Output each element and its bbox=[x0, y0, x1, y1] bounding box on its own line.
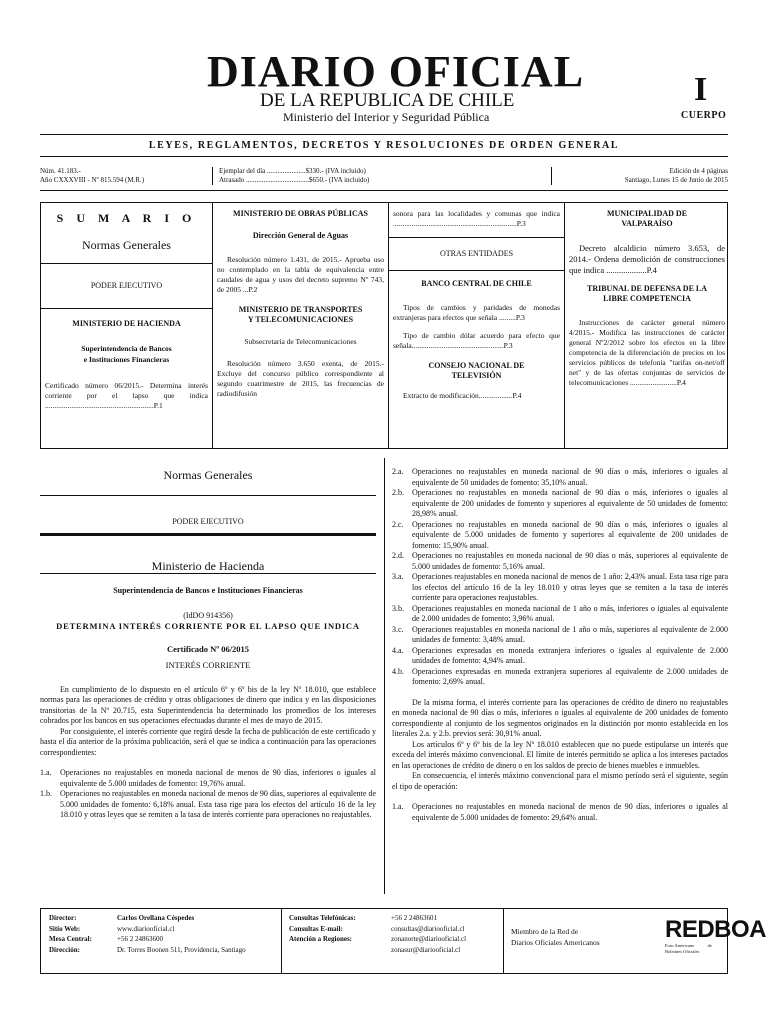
sumario-mtt-1: MINISTERIO DE TRANSPORTES bbox=[238, 305, 363, 314]
rate-item-text: Operaciones no reajustables en moneda nacional de menos de 90 días, superiores al equivalente de 5.000 unidades de fomento: 6,18% anual. Esta tasa rige para los efectos del artículo 16 de la ley 18.010 y otras leyes que se remiten a la tasa de interés corriente para operaciones no reajustables. bbox=[60, 789, 376, 819]
rate-item-text: Operaciones no reajustables en moneda nacional de 90 días o más, inferiores o iguales al equivalente de 200 unidades de fomento y superiores al equivalente de 50 unidades de fomento: 28,98% anual. bbox=[412, 488, 728, 518]
masthead-subtitle: DE LA REPUBLICA DE CHILE bbox=[260, 90, 515, 111]
rate-item-key: 3.c. bbox=[392, 624, 404, 634]
sumario-box bbox=[40, 202, 728, 449]
rate-item bbox=[392, 604, 728, 625]
sumario-min-hacienda: MINISTERIO DE HACIENDA bbox=[72, 319, 181, 328]
body-right-column bbox=[392, 467, 728, 823]
leyes-rule bbox=[40, 156, 728, 157]
sumario-cntv-2: TELEVISIÓN bbox=[451, 371, 502, 380]
paragraph-1: En cumplimiento de lo dispuesto en el artículo 6º y 6º bis de la ley Nº 18.010, que establece normas para las operaciones de crédito y otras obligaciones de dinero que indica y en las disposiciones transitorias de la Nº 20.715, esta Superintendencia ha determinado los promedios de los intereses cobrados por los bancos en sus operaciones efectuadas durante el mes de mayo de 2015. bbox=[40, 684, 376, 725]
footer-values-2 bbox=[391, 913, 466, 955]
sumario-supe-2: e Instituciones Financieras bbox=[83, 355, 170, 364]
sumario-tdlc-1: TRIBUNAL DE DEFENSA DE LA bbox=[586, 284, 708, 293]
sumario-normas: Normas Generales bbox=[82, 238, 171, 252]
cuerpo-number: I bbox=[694, 71, 708, 108]
sumario-muni-2: VALPARAÍSO bbox=[621, 219, 673, 228]
interes-corriente-heading: INTERÉS CORRIENTE bbox=[165, 660, 251, 670]
rate-item-text: Operaciones reajustables en moneda nacional de 1 año o más, superiores al equivalente de 2.000 unidades de fomento: 3,48% anual. bbox=[412, 624, 728, 644]
redboa-sub-1: Foro Americano bbox=[665, 943, 695, 948]
sumario-cntv-1: CONSEJO NACIONAL DE bbox=[428, 361, 525, 370]
rate-item bbox=[392, 646, 728, 667]
edition-date: Santiago, Lunes 15 de Junio de 2015 bbox=[624, 176, 728, 184]
section-ministerio: Ministerio de Hacienda bbox=[40, 536, 376, 574]
sumario-bcch: BANCO CENTRAL DE CHILE bbox=[421, 279, 532, 288]
rate-item bbox=[392, 572, 728, 604]
rate-item bbox=[392, 520, 728, 552]
sumario-tdlc-2: LIBRE COMPETENCIA bbox=[603, 294, 691, 303]
rate-item-text: Operaciones expresadas en moneda extranjera inferiores o iguales al equivalente de 2.000 unidades de fomento: 4,94% anual. bbox=[412, 645, 728, 665]
footer-miembro-2: Diarios Oficiales Americanos bbox=[511, 937, 600, 947]
sumario-col-2 bbox=[213, 203, 389, 448]
rate-item-key: 2.a. bbox=[392, 467, 404, 476]
footer-regiones-value-1[interactable]: zonanorte@diariooficial.cl bbox=[391, 935, 467, 943]
rate-item-key: 1.a. bbox=[40, 768, 52, 777]
sumario-cert-entry[interactable]: Certificado número 06/2015.- Determina interés corriente por el lapso que indica ..........................................................P.1 bbox=[45, 381, 208, 410]
rate-item-key: 2.d. bbox=[392, 551, 404, 560]
masthead-ministry: Ministerio del Interior y Seguridad Pública bbox=[283, 110, 490, 124]
max-rate-item bbox=[392, 802, 728, 823]
edition-pages: Edición de 4 páginas bbox=[669, 167, 728, 175]
document-heading: DETERMINA INTERÉS CORRIENTE POR EL LAPSO QUE INDICA bbox=[56, 621, 360, 631]
footer-direccion-label: Dirección: bbox=[49, 945, 80, 954]
rate-item-text: Operaciones no reajustables en moneda nacional de 90 días o más, superiores al equivalente de 5.000 unidades de fomento: 5,16% anual. bbox=[412, 551, 728, 571]
rate-item-key: 3.a. bbox=[392, 572, 404, 581]
price-ejemplar: Ejemplar del día ......................$330.- (IVA incluido) bbox=[219, 167, 366, 175]
right-rate-list bbox=[392, 467, 728, 688]
footer-miembro-1: Miembro de la Red de bbox=[511, 927, 579, 936]
iddo-number: (IdDO 914356) bbox=[183, 610, 233, 620]
leyes-banner: LEYES, REGLAMENTOS, DECRETOS Y RESOLUCIONES DE ORDEN GENERAL bbox=[148, 140, 620, 151]
sumario-heading-block bbox=[41, 207, 212, 264]
footer-email-label: Consultas E-mail: bbox=[289, 924, 343, 933]
footer-miembro bbox=[511, 927, 600, 948]
footer-labels-1 bbox=[49, 913, 92, 955]
max-rate-value: Operaciones no reajustables en moneda nacional de menos de 90 días, inferiores o iguales al equivalente de 5.000 unidades de fomento: 29,64% anual. bbox=[412, 802, 728, 822]
issue-info-left bbox=[40, 167, 144, 185]
sumario-col-3 bbox=[389, 203, 565, 448]
section-superintendencia: Superintendencia de Bancos e Instituciones Financieras bbox=[113, 586, 303, 595]
sumario-mtt-2: Y TELECOMUNICACIONES bbox=[247, 315, 354, 324]
top-rule bbox=[40, 134, 728, 135]
rate-item-key: 2.b. bbox=[392, 488, 404, 497]
redboa-logo bbox=[665, 917, 766, 943]
paragraph-4: Los artículos 6º y 6º bis de la ley Nº 18.010 establecen que no puede estipularse un interés que exceda del interés máximo convencional. El límite de interés permitido se aplica a los intereses pactados en las operaciones de crédito de dinero o en los saldos de precio de bienes muebles e inmuebles. bbox=[392, 739, 728, 770]
sumario-instrucciones[interactable]: Instrucciones de carácter general número 4/2015.- Modifica las instrucciones de carácter general Nº2/2012 sobre los efectos en la libre competencia de la diferenciación de precios en los servicios públicos de telefonía "tarifas on-net/off net" y de las ofertas conjuntas de servicios de telecomunicaciones .........................P.4 bbox=[569, 318, 725, 387]
column-divider bbox=[384, 458, 385, 894]
footer-director-label: Director: bbox=[49, 914, 77, 922]
issue-info-date bbox=[560, 167, 728, 185]
rate-item-text: Operaciones no reajustables en moneda nacional de 90 días o más, inferiores o iguales al equivalente de 50 unidades de fomento: 35,10% anual. bbox=[412, 467, 728, 487]
body-left-column bbox=[40, 458, 376, 821]
section-poder: PODER EJECUTIVO bbox=[40, 496, 376, 536]
footer-tel-value: +56 2 24863601 bbox=[391, 914, 437, 922]
sumario-mop: MINISTERIO DE OBRAS PÚBLICAS bbox=[233, 209, 368, 218]
paragraph-5: En consecuencia, el interés máximo convencional para el mismo período será el siguiente, según el tipo de operación: bbox=[392, 771, 728, 791]
price-atrasado: Atrasado ....................................$650.- (IVA incluido) bbox=[219, 176, 370, 184]
certificado-number: Certificado Nº 06/2015 bbox=[166, 643, 250, 654]
rate-item bbox=[392, 667, 728, 688]
footer-mesa-label: Mesa Central: bbox=[49, 935, 92, 943]
sumario-poder: PODER EJECUTIVO bbox=[41, 264, 212, 309]
footer-tel-label: Consultas Telefónicas: bbox=[289, 914, 356, 922]
footer-sitio-value[interactable]: www.diariooficial.cl bbox=[117, 924, 175, 933]
redboa-sub-2: de Boletines Oficiales bbox=[665, 943, 712, 954]
sumario-title: S U M A R I O bbox=[56, 211, 197, 225]
redboa-text: REDBOA bbox=[665, 916, 767, 943]
rate-item-text: Operaciones no reajustables en moneda nacional de menos de 90 días, inferiores o iguales al equivalente de 5.000 unidades de fomento: 19,76% anual. bbox=[60, 768, 376, 788]
left-rate-list bbox=[40, 768, 376, 821]
footer-email-value[interactable]: consultas@diariooficial.cl bbox=[391, 924, 465, 933]
rate-item-key: 4.a. bbox=[392, 645, 404, 655]
cuerpo-label: CUERPO bbox=[681, 110, 727, 121]
issue-info-price bbox=[212, 167, 552, 185]
sumario-subtel: Subsecretaría de Telecomunicaciones bbox=[244, 337, 357, 346]
sumario-dga: Dirección General de Aguas bbox=[252, 231, 349, 240]
footer-sitio-label: Sitio Web: bbox=[49, 924, 81, 933]
sumario-res-1431[interactable]: Resolución número 1.431, de 2015.- Aprueba uso no contemplado en la tabla de equivalencia entre caudales de agua y usos del decreto supremo Nº 743, de 2005 ...P.2 bbox=[217, 255, 384, 294]
sumario-otras: OTRAS ENTIDADES bbox=[439, 249, 514, 258]
sumario-supe-1: Superintendencia de Bancos bbox=[81, 344, 172, 353]
sumario-muni-1: MUNICIPALIDAD DE bbox=[606, 209, 688, 218]
footer-direccion-value: Dr. Torres Boonen 511, Providencia, Santiago bbox=[117, 945, 246, 954]
rate-item-text: Operaciones reajustables en moneda nacional de menos de 1 año: 2,43% anual. Esta tasa rige para los efectos del artículo 16 de la ley 18.010 y otras leyes que se remiten a la tasa de interés corriente para operaciones reajustables. bbox=[412, 572, 728, 602]
sumario-col-4 bbox=[565, 203, 729, 448]
sumario-extracto[interactable]: Extracto de modificación..................P.4 bbox=[403, 391, 522, 400]
section-normas: Normas Generales bbox=[40, 458, 376, 496]
rate-item bbox=[392, 467, 728, 488]
rate-item-key: 4.b. bbox=[392, 666, 404, 676]
masthead bbox=[0, 46, 768, 136]
footer bbox=[40, 908, 767, 974]
rate-item bbox=[40, 768, 376, 789]
footer-sep-2 bbox=[503, 909, 504, 973]
rate-item-key: 3.b. bbox=[392, 603, 404, 613]
max-rate-key: 1.a. bbox=[392, 802, 404, 811]
paragraph-2: Por consiguiente, el interés corriente que regirá desde la fecha de publicación de este certificado y hasta el día anterior de la próxima publicación, será el que se indica a continuación para las operaciones correspondientes: bbox=[40, 726, 376, 757]
issue-number: Núm. 41.183.- bbox=[40, 167, 81, 175]
sumario-decreto-3653[interactable]: Decreto alcaldicio número 3.653, de 2014.- Ordena demolición de construcciones que indica ...................P.4 bbox=[569, 243, 725, 275]
footer-labels-2 bbox=[289, 913, 356, 945]
rate-item bbox=[392, 625, 728, 646]
rate-item-text: Operaciones reajustables en moneda nacional de 1 año o más, inferiores o iguales al equivalente de 2.000 unidades de fomento: 3,96% anual. bbox=[412, 603, 728, 623]
paragraph-3: De la misma forma, el interés corriente para las operaciones de crédito de dinero no reajustables en moneda nacional de 90 días o más, inferiores o iguales al equivalente de 200 unidades de fomento correspondiente al conjunto de los segmentos originados en la distinción por monto establecida en los literales 2.a. y 2.b. previos será: 30,91% anual. bbox=[392, 697, 728, 738]
issue-year: Año CXXXVIII - Nº 815.594 (M.R.) bbox=[40, 176, 145, 184]
rate-item-key: 2.c. bbox=[392, 519, 404, 529]
footer-sep-1 bbox=[281, 909, 282, 973]
sumario-res-3650[interactable]: Resolución número 3.650 exenta, de 2015.- Excluye del concurso público correspondiente al segundo cuatrimestre de 2015, las frecuencias de radiodifusión bbox=[217, 359, 384, 398]
rate-item-text: Operaciones no reajustables en moneda nacional de 90 días o más, inferiores o iguales al equivalente de 5.000 unidades de fomento y superiores al equivalente de 200 unidades de fomento: 15,90% anual. bbox=[412, 519, 728, 550]
redboa-subtitle bbox=[665, 943, 727, 955]
rate-item bbox=[40, 789, 376, 821]
sumario-res-3650-cont[interactable]: sonora para las localidades y comunas que indica ..................................................................P.3 bbox=[393, 209, 560, 228]
rate-item bbox=[392, 488, 728, 520]
rate-item bbox=[392, 551, 728, 572]
footer-mesa-value: +56 2 24863600 bbox=[117, 935, 163, 943]
sumario-dolar[interactable]: Tipo de cambio dólar acuerdo para efecto que señala.................................................P.3 bbox=[393, 331, 560, 350]
rate-item-text: Operaciones expresadas en moneda extranjera superiores al equivalente de 2.000 unidades de fomento: 2,69% anual. bbox=[412, 666, 728, 686]
rate-item-key: 1.b. bbox=[40, 789, 52, 798]
info-rule bbox=[40, 190, 728, 191]
footer-regiones-label: Atención a Regiones: bbox=[289, 935, 352, 943]
footer-director-value: Carlos Orellana Céspedes bbox=[117, 914, 195, 922]
sumario-col-1 bbox=[41, 203, 213, 448]
footer-regiones-value-2[interactable]: zonasur@diariooficial.cl bbox=[391, 945, 461, 954]
masthead-title: DIARIO OFICIAL bbox=[207, 47, 585, 96]
sumario-tipos[interactable]: Tipos de cambios y paridades de monedas extranjeras para efectos que señala .........P.3 bbox=[393, 303, 560, 322]
footer-values-1 bbox=[117, 913, 246, 955]
